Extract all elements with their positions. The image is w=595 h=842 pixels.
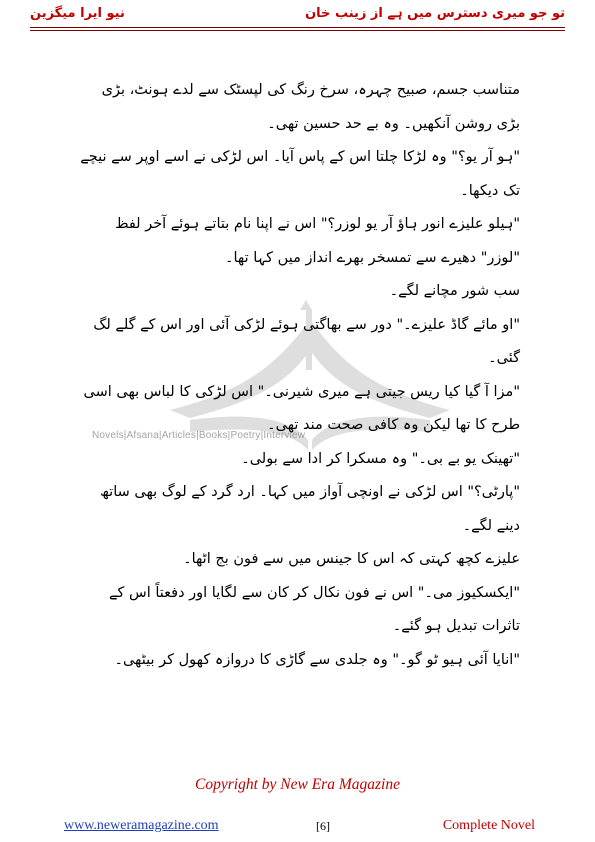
footer-label: Complete Novel — [442, 818, 535, 833]
paragraph: علیزے کچھ کہتی کہ اس کا جینس میں سے فون بج اٹھا۔ — [183, 551, 520, 567]
novel-body — [78, 74, 520, 677]
paragraph: "مزا آ گیا کیا ریس جیتی ہے میری شیرنی۔" اس لڑکی کا لباس بھی اسی طرح کا تھا لیکن وہ کافی صحت مند تھی۔ — [83, 383, 520, 433]
novel-title-author: تو جو میری دسترس میں ہے از زینب خان — [305, 6, 565, 21]
page-number: [6] — [316, 819, 330, 833]
header-divider-thin — [30, 30, 565, 31]
paragraph: "انایا آئی ہیو ٹو گو۔" وہ جلدی سے گاڑی کا دروازہ کھول کر بیٹھی۔ — [114, 651, 520, 668]
paragraph: "ایکسکیوز می۔" اس نے فون نکال کر کان سے لگایا اور دفعتاً اس کے تاثرات تبدیل ہو گئے۔ — [109, 584, 520, 634]
page-footer — [64, 818, 535, 838]
paragraph: "پارٹی؟" اس لڑکی نے اونچی آواز میں کہا۔ ارد گرد کے لوگ بھی ساتھ دینے لگے۔ — [100, 484, 520, 534]
magazine-name: نیو ایرا میگزین — [30, 6, 125, 21]
website-link[interactable]: www.neweramagazine.com — [64, 818, 219, 833]
copyright-notice: Copyright by New Era Magazine — [195, 776, 400, 793]
paragraph: سب شور مچانے لگے۔ — [389, 283, 520, 299]
header-divider — [30, 27, 565, 28]
paragraph: "ہو آر یو؟" وہ لڑکا چلتا اس کے پاس آیا۔ اس لڑکی نے اسے اوپر سے نیچے تک دیکھا۔ — [80, 149, 520, 199]
paragraph: متناسب جسم، صبیح چہرہ، سرخ رنگ کی لپسٹک سے لدے ہونٹ، بڑی بڑی روشن آنکھیں۔ وہ بے حد حسین تھی۔ — [101, 82, 520, 132]
paragraph: "تھینک یو بے بی۔" وہ مسکرا کر ادا سے بولی۔ — [241, 450, 520, 467]
page-header — [30, 4, 565, 26]
paragraph: "او مائے گاڈ علیزے۔" دور سے بھاگتی ہوئے لڑکی آئی اور اس کے گلے لگ گئی۔ — [93, 316, 520, 366]
paragraph: "ہیلو علیزے انور ہاؤ آر یو لوزر؟" اس نے اپنا نام بتاتے ہوئے آخر لفظ "لوزر" دھیرے سے تمسخر بھرے انداز میں کہا تھا۔ — [115, 216, 520, 266]
watermark-tagline: Novels|Afsana|Articles|Books|Poetry|Interview — [92, 430, 306, 441]
